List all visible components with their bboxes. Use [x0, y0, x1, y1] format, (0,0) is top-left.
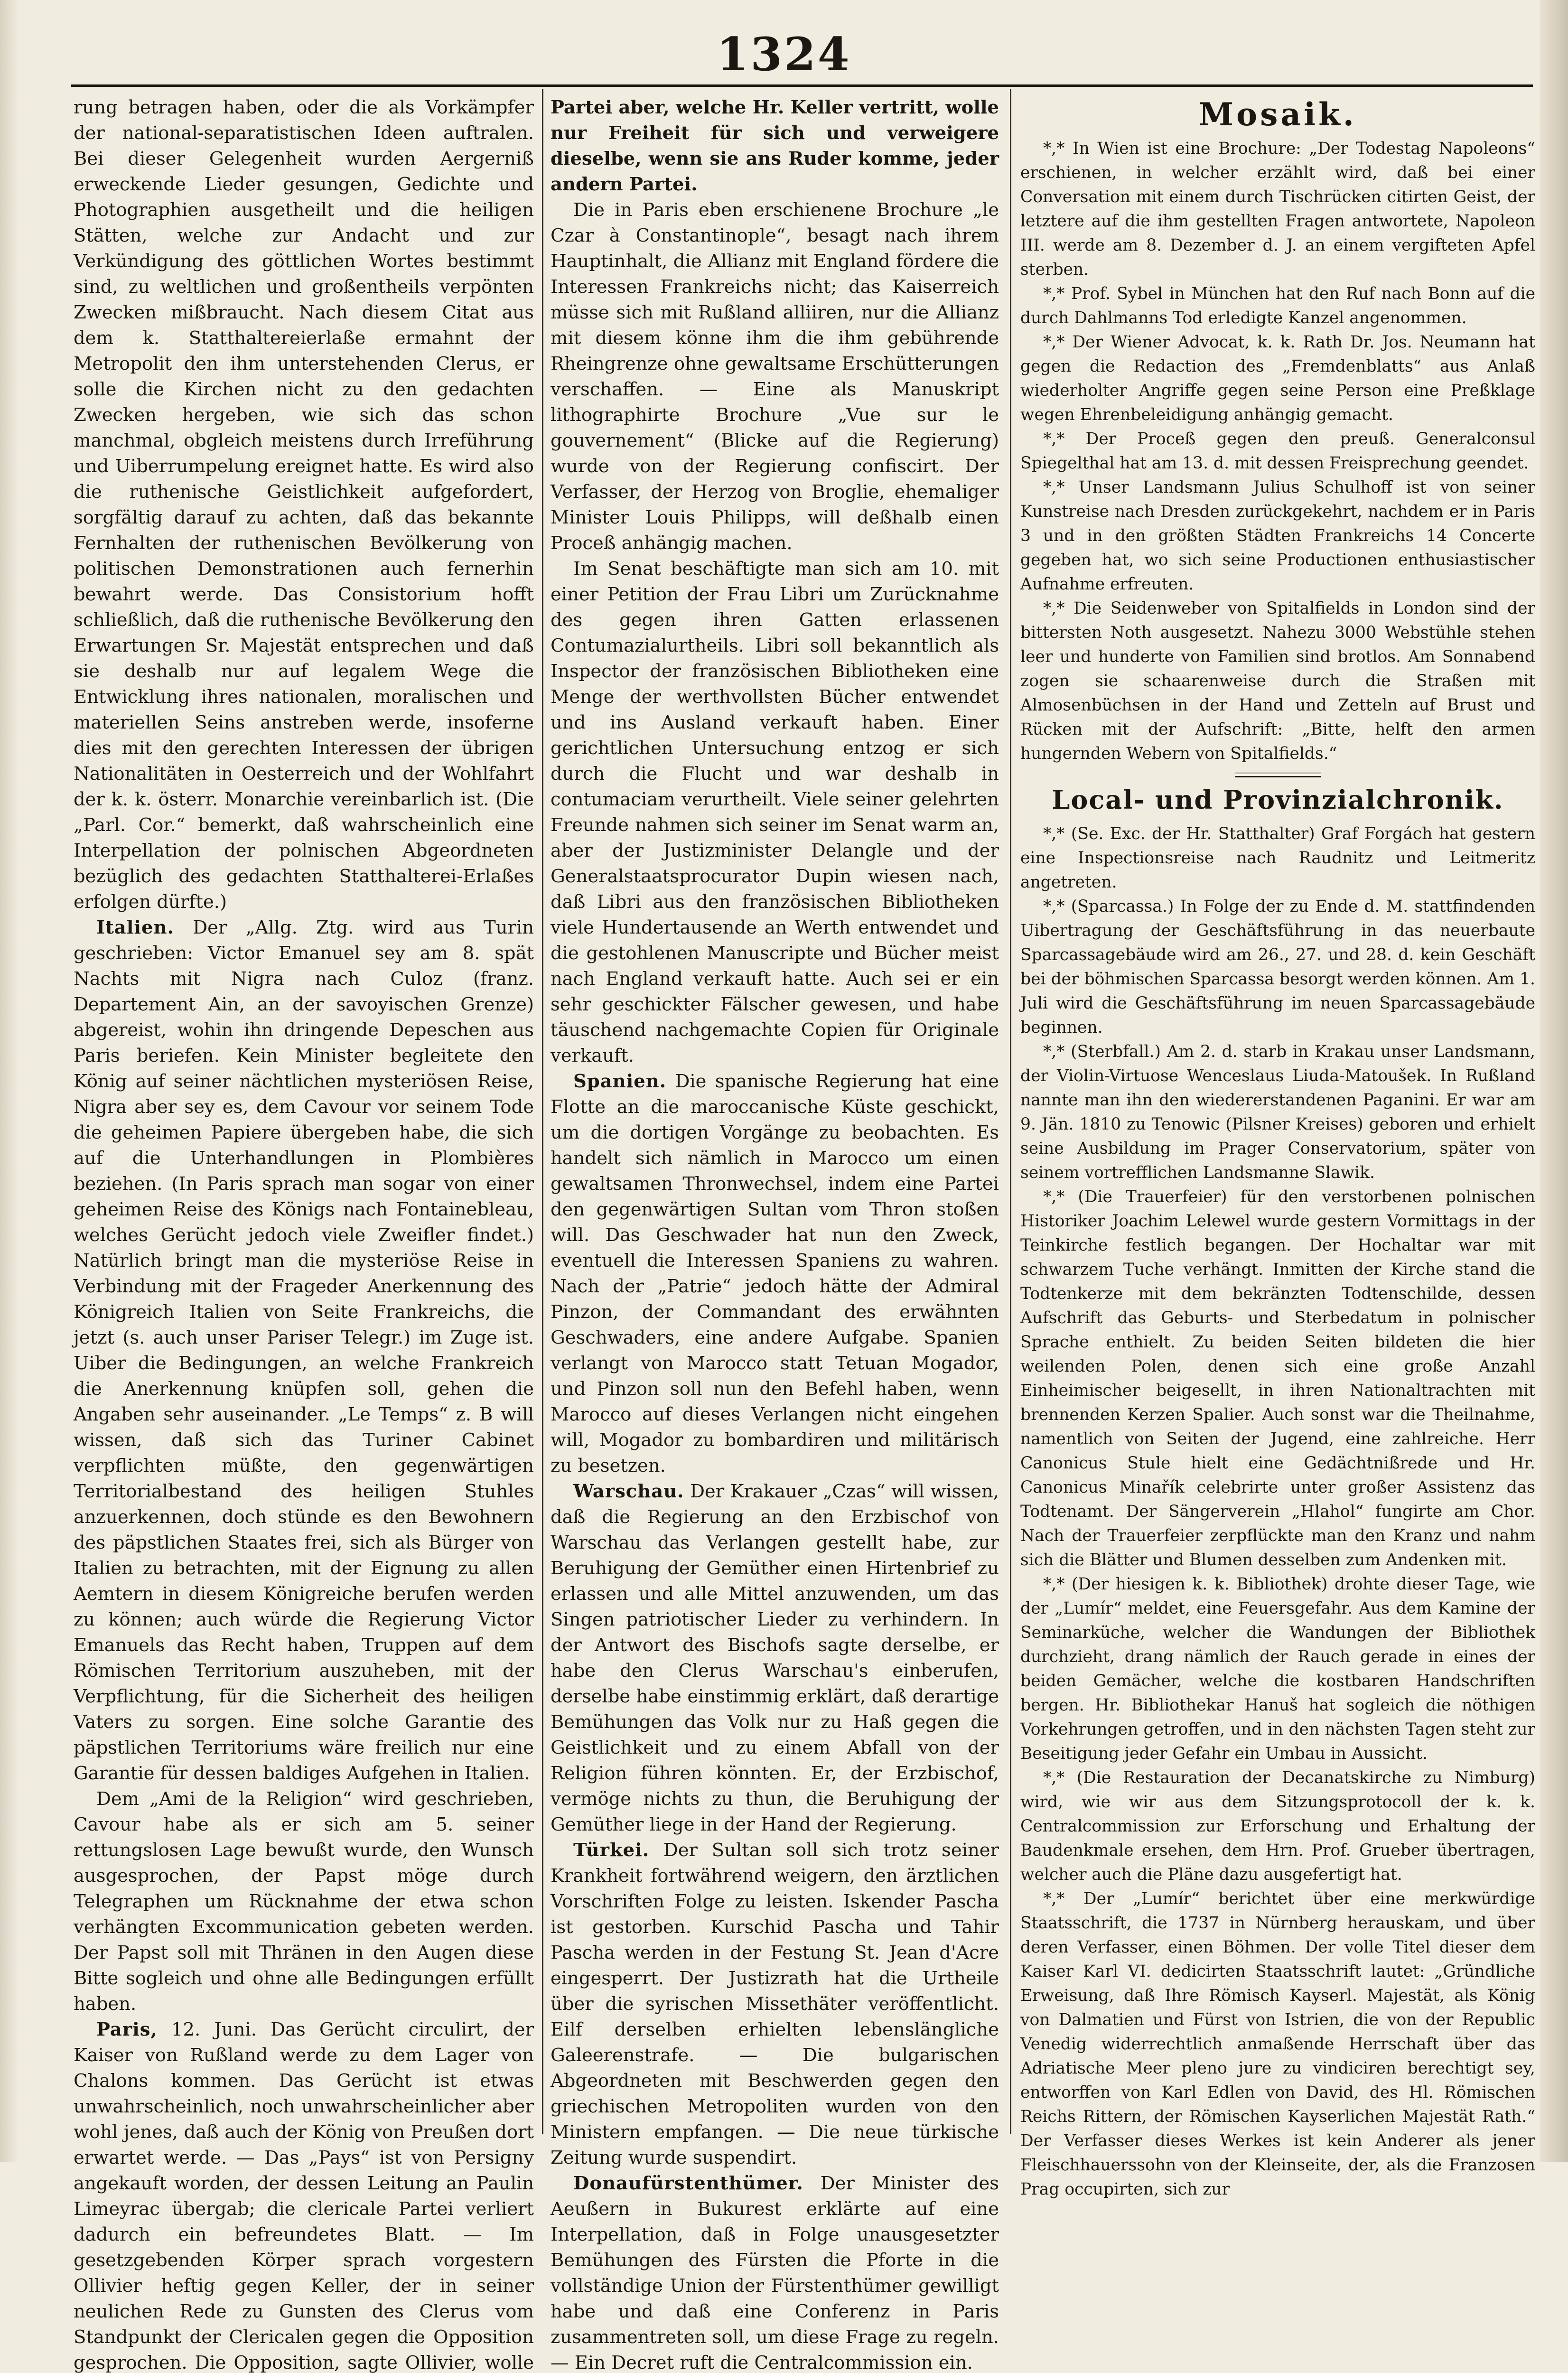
article-donau — [551, 2171, 999, 2373]
page-number: 1324 — [717, 28, 851, 81]
header-rule — [71, 84, 1533, 87]
local-item: *,* (Die Trauerfeier) für den verstorbenen polnischen Historiker Joachim Lelewel wurde gestern Vormittags in der Teinkirche festlich begangen. Der Hochaltar war mit schwarzem Tuche verhängt. Inmitten der Kirche stand die Todtenkerze mit dem bekränzten Todtenschilde, dessen Aufschrift das Geburts- und Sterbedatum in polnischer Sprache enthielt. Zu beiden Seiten bildeten die hier weilenden Polen, denen sich eine große Anzahl Einheimischer beigesellt, in ihren Nationaltrachten mit brennenden Kerzen Spalier. Auch sonst war die Theilnahme, namentlich von Seiten der Jugend, eine zahlreiche. Herr Canonicus Stule hielt eine Gedächtnißrede und Hr. Canonicus Minařík celebrirte unter großer Assistenz das Todtenamt. Der Sängerverein „Hlahol“ fungirte am Chor. Nach der Trauerfeier zerpflückte man den Kranz und nahm sich die Blätter und Blumen desselben zum Andenken mit. — [1020, 1187, 1535, 1570]
mosaik-item: *,* Der Wiener Advocat, k. k. Rath Dr. Jos. Neumann hat gegen die Redaction des „Fremdenblatts“ aus Anlaß wiederholter Angriffe gegen seine Person eine Preßklage wegen Ehrenbeleidigung anhängig gemacht. — [1020, 333, 1535, 424]
column-1 — [74, 95, 534, 2373]
column-2 — [551, 95, 999, 2373]
article-warschau — [551, 1479, 999, 1838]
article-paragraph: rung betragen haben, oder die als Vorkämpfer der national-separatistischen Ideen auftralen. Bei dieser Gelegenheit wurden Aergerniß erweckende Lieder gesungen, Gedichte und Photographien ausgetheilt und die heiligen Stätten, welche zur Andacht und zur Verkündigung des göttlichen Wortes bestimmt sind, zu weltlichen und großentheils verpönten Zwecken mißbraucht. Nach diesem Citat aus dem k. Statthaltereierlaße ermahnt der Metropolit den ihm unterstehenden Clerus, er solle die Kirchen nicht zu den gedachten Zwecken hergeben, wie sich das schon manchmal, obgleich meistens durch Irreführung und Uiberrumpelung ereignet hatte. Es wird also die ruthenische Geistlichkeit aufgefordert, sorgfältig darauf zu achten, daß das bekannte Fernhalten der ruthenischen Bevölkerung von politischen Demonstrationen auch fernerhin bewahrt werde. Das Consistorium hofft schließlich, daß die ruthenische Bevölkerung den Erwartungen Sr. Majestät entsprechen und daß sie deshalb nur auf legalem Wege die Entwicklung ihres nationalen, moralischen und materiellen Seins anstreben werde, insoferne dies mit den gerechten Interessen der übrigen Nationalitäten in Oesterreich und der Wohlfahrt der k. k. österr. Monarchie vereinbarlich ist. (Die „Parl. Cor.“ bemerkt, daß wahrscheinlich eine Interpellation der polnischen Abgeordneten bezüglich des gedachten Statthalterei-Erlaßes erfolgen dürfte.) — [74, 97, 534, 913]
page-left-shadow — [0, 0, 19, 2162]
dateline-paris: Paris, — [96, 2019, 158, 2040]
article-spanien — [551, 1069, 999, 1479]
mosaik-item: *,* Unser Landsmann Julius Schulhoff ist von seiner Kunstreise nach Dresden zurückgekehrt, nachdem er in Paris 3 und in den größten Städten Frankreichs 14 Concerte gegeben hat, wo sich seine Productionen enthusiastischer Aufnahme erfreuten. — [1020, 478, 1535, 594]
mosaik-item: *,* Die Seidenweber von Spitalfields in London sind der bittersten Noth ausgesetzt. Nahezu 3000 Webstühle stehen leer und hunderte von Familien sind brotlos. Am Sonnabend zogen sie schaarenweise durch die Straßen mit Almosenbüchsen in der Hand und Zetteln auf Brust und Rücken mit der Aufschrift: „Bitte, helft den armen hungernden Webern von Spitalfields.“ — [1020, 599, 1535, 763]
section-rule — [1235, 773, 1321, 777]
section-title-local: Local- und Provinzialchronik. — [1052, 785, 1504, 815]
article-donau-text: Der Minister des Aeußern in Bukurest erklärte auf eine Interpellation, daß in Folge unausgesetzter Bemühungen des Fürsten die Pforte in die vollständige Union der Fürstenthümer gewilligt habe und daß eine Conferenz in Paris zusammentreten soll, um diese Frage zu regeln. — Ein Decret ruft die Centralcommission ein. — [551, 2173, 999, 2373]
article-tuerkei-text: Der Sultan soll sich trotz seiner Krankheit fortwährend weigern, den ärztlichen Vorschriften Folge zu leisten. Iskender Pascha ist gestorben. Kurschid Pascha und Tahir Pascha werden in der Festung St. Jean d'Acre eingesperrt. Der Justizrath hat die Urtheile über die syrischen Missethäter veröffentlicht. Eilf derselben erhielten lebenslängliche Galeerenstrafe. — Die bulgarischen Abgeordneten mit Beschwerden gegen den griechischen Metropoliten wurden von den Ministern empfangen. — Die neue türkische Zeitung wurde suspendirt. — [551, 1840, 999, 2168]
column-divider-1 — [542, 89, 543, 2134]
article-paragraph: Die in Paris eben erschienene Brochure „le Czar à Constantinople“, besagt nach ihrem Hauptinhalt, die Allianz mit England fördere die Interessen Frankreichs nicht; das Kaiserreich müsse sich mit Rußland alliiren, nur die Allianz mit diesem könne ihm die ihm gebührende Rheingrenze ohne gewaltsame Erschütterungen verschaffen. — Eine als Manuskript lithographirte Brochure „Vue sur le gouvernement“ (Blicke auf die Regierung) wurde von der Regierung confiscirt. Der Verfasser, der Herzog von Broglie, ehemaliger Minister Louis Philipps, will deßhalb einen Proceß anhängig machen. — [551, 199, 999, 554]
dateline-donau: Donaufürstenthümer. — [573, 2173, 803, 2194]
page-edge-strip — [1540, 0, 1568, 2162]
section-title-mosaik: Mosaik. — [1199, 96, 1357, 133]
article-paragraph: Dem „Ami de la Religion“ wird geschrieben, Cavour habe als er sich am 5. seiner rettungslosen Lage bewußt wurde, den Wunsch ausgesprochen, der Papst möge durch Telegraphen um Rücknahme der etwa schon verhängten Excommunication gebeten werden. Der Papst soll mit Thränen in den Augen diese Bitte sogleich und ohne alle Bedingungen erfüllt haben. — [74, 1788, 534, 2015]
dateline-tuerkei: Türkei. — [573, 1840, 650, 1861]
local-item: *,* Der „Lumír“ berichtet über eine merkwürdige Staatsschrift, die 1737 in Nürnberg herauskam, und über deren Verfasser, einen Böhmen. Der volle Titel dieser dem Kaiser Karl VI. dedicirten Staatsschrift lautet: „Gründliche Erweisung, daß Ihre Römisch Kayserl. Majestät, als König von Dalmatien und Fürst von Istrien, die von der Republic Venedig widerrechtlich anmaßende Herrschaft über das Adriatische Meer pleno jure zu vindiciren berechtigt sey, entworffen von Karl Edlen von David, des Hl. Römischen Reichs Rittern, der Römischen Kayserlichen Majestät Rath.“ Der Verfasser dieses Werkes ist kein Anderer als jener Fleischhauerssohn von der Kleinseite, der, als die Franzosen Prag occupirten, sich zur — [1020, 1889, 1535, 2199]
article-spanien-text: Die spanische Regierung hat eine Flotte an die maroccanische Küste geschickt, um die dortigen Vorgänge zu beobachten. Es handelt sich nämlich in Marocco um einen gewaltsamen Thronwechsel, indem eine Partei den gegenwärtigen Sultan vom Thron stoßen will. Das Geschwader hat nun den Zweck, eventuell die Interessen Spaniens zu wahren. Nach der „Patrie“ jedoch hätte der Admiral Pinzon, der Commandant des erwähnten Geschwaders, eine andere Aufgabe. Spanien verlangt von Marocco statt Tetuan Mogador, und Pinzon soll nun den Befehl haben, wenn Marocco auf dieses Verlangen nicht eingehen will, Mogador zu bombardiren und militärisch zu besetzen. — [551, 1071, 999, 1476]
local-item: *,* (Sparcassa.) In Folge der zu Ende d. M. stattfindenden Uibertragung der Geschäftsführung in das neuerbaute Sparcassagebäude wird am 26., 27. und 28. d. kein Geschäft bei der böhmischen Sparcassa besorgt werden können. Am 1. Juli wird die Geschäftsführung im neuen Sparcassagebäude beginnen. — [1020, 897, 1535, 1037]
article-paragraph: Im Senat beschäftigte man sich am 10. mit einer Petition der Frau Libri um Zurücknahme des gegen ihren Gatten erlassenen Contumazialurtheils. Libri soll bekanntlich als Inspector der französischen Bibliotheken eine Menge der werthvollsten Bücher entwendet und ins Ausland verkauft haben. Einer gerichtlichen Untersuchung entzog er sich durch die Flucht und war deshalb in contumaciam verurtheilt. Viele seiner gelehrten Freunde nahmen sich seiner im Senat warm an, aber der Justizminister Delangle und der Generalstaatsprocurator Dupin wiesen nach, daß Libri aus den französischen Bibliotheken viele Hundertausende an Werth entwendet und die gestohlenen Manuscripte und Bücher meist nach England verkauft hatte. Auch sei er ein sehr geschickter Fälscher gewesen, und habe täuschend nachgemachte Copien für Originale verkauft. — [551, 558, 999, 1066]
mosaik-item: *,* Der Proceß gegen den preuß. Generalconsul Spiegelthal hat am 13. d. mit dessen Freisprechung geendet. — [1020, 430, 1535, 473]
article-warschau-text: Der Krakauer „Czas“ will wissen, daß die Regierung an den Erzbischof von Warschau das Verlangen gestellt habe, zur Beruhigung der Gemüther einen Hirtenbrief zu erlassen und alle Mittel anzuwenden, um das Singen patriotischer Lieder zu verhindern. In der Antwort des Bischofs sagte derselbe, er habe den Clerus Warschau's einberufen, derselbe habe einstimmig erklärt, daß derartige Bemühungen das Volk nur zu Haß gegen die Geistlichkeit und zu einem Abfall von der Religion führen könnten. Er, der Erzbischof, vermöge nichts zu thun, die Beruhigung der Gemüther liege in der Hand der Regierung. — [551, 1481, 999, 1835]
article-continuation: Partei aber, welche Hr. Keller vertritt, wolle nur Freiheit für sich und verweigere dieselbe, wenn sie ans Ruder komme, jeder andern Partei. — [551, 97, 999, 195]
column-3 — [1020, 95, 1535, 2199]
article-italien — [74, 915, 534, 1786]
article-paris — [74, 2017, 534, 2373]
mosaik-item: *,* In Wien ist eine Brochure: „Der Todestag Napoleons“ erschienen, in welcher erzählt wird, daß bei einer Conversation mit einem durch Tischrücken citirten Geist, der letztere auf die ihm gestellten Fragen antwortete, Napoleon III. werde am 8. Dezember d. J. an einem vergifteten Apfel sterben. — [1020, 139, 1535, 279]
mosaik-item: *,* Prof. Sybel in München hat den Ruf nach Bonn auf die durch Dahlmanns Tod erledigte Kanzel angenommen. — [1020, 284, 1535, 327]
local-item: *,* (Sterbfall.) Am 2. d. starb in Krakau unser Landsmann, der Violin-Virtuose Wenceslaus Liuda-Matoušek. In Rußland nannte man ihn den wiedererstandenen Paganini. Er war am 9. Jän. 1810 zu Tenowic (Pilsner Kreises) geboren und erhielt seine Ausbildung im Prager Conservatorium, später von seinem vortrefflichen Landsmanne Slawik. — [1020, 1042, 1535, 1182]
local-item: *,* (Se. Exc. der Hr. Statthalter) Graf Forgách hat gestern eine Inspectionsreise nach Raudnitz und Leitmeritz angetreten. — [1020, 824, 1535, 892]
dateline-spanien: Spanien. — [573, 1071, 667, 1092]
local-item: *,* (Die Restauration der Decanatskirche zu Nimburg) wird, wie wir aus dem Sitzungsprotocoll der k. k. Centralcommission zur Erforschung und Erhaltung der Baudenkmale ersehen, dem Hrn. Prof. Grueber übertragen, welcher auch die Pläne dazu ausgefertigt hat. — [1020, 1768, 1535, 1884]
dateline-italien: Italien. — [96, 917, 174, 938]
article-tuerkei — [551, 1838, 999, 2171]
dateline-warschau: Warschau. — [573, 1481, 684, 1502]
local-item: *,* (Der hiesigen k. k. Bibliothek) drohte dieser Tage, wie der „Lumír“ meldet, eine Feuersgefahr. Aus dem Kamine der Seminarküche, welcher die Wandungen der Bibliothek durchzieht, drang nämlich der Rauch gerade in eines der beiden Gemächer, welche die kostbaren Handschriften bergen. Hr. Bibliothekar Hanuš hat sogleich die nöthigen Vorkehrungen getroffen, und in den nächsten Tagen steht zur Beseitigung jeder Gefahr ein Umbau in Aussicht. — [1020, 1575, 1535, 1763]
article-paris-text: 12. Juni. Das Gerücht circulirt, der Kaiser von Rußland werde zu dem Lager von Chalons kommen. Das Gerücht ist etwas unwahrscheinlich, noch unwahrscheinlicher aber wohl jenes, daß auch der König von Preußen dort erwartet werde. — Das „Pays“ ist von Persigny angekauft worden, der dessen Leitung an Paulin Limeyrac übergab; die clericale Partei verliert dadurch ein befreundetes Blatt. — Im gesetzgebenden Körper sprach vorgestern Ollivier heftig gegen Keller, der in seiner neulichen Rede zu Gunsten des Clerus vom Standpunkt der Clericalen gegen die Opposition gesprochen. Die Opposition, sagte Ollivier, wolle — [74, 2019, 534, 2373]
column-divider-2 — [1010, 89, 1011, 2134]
article-italien-text: Der „Allg. Ztg. wird aus Turin geschrieben: Victor Emanuel sey am 8. spät Nachts mit Nigra nach Culoz (franz. Departement Ain, an der savoyischen Grenze) abgereist, wohin ihn dringende Depeschen aus Paris beriefen. Kein Minister begleitete den König auf seiner nächtlichen mysteriösen Reise, Nigra aber sey es, dem Cavour vor seinem Tode die geheimen Papiere übergeben habe, die sich auf die Unterhandlungen in Plombières beziehen. (In Paris sprach man sogar von einer geheimen Reise des Königs nach Fontainebleau, welches Gerücht jedoch viele Zweifler findet.) Natürlich bringt man die mysteriöse Reise in Verbindung mit der Frageder Anerkennung des Königreich Italien von Seite Frankreichs, die jetzt (s. auch unser Pariser Telegr.) im Zuge ist. Uiber die Bedingungen, an welche Frankreich die Anerkennung knüpfen soll, gehen die Angaben sehr auseinander. „Le Temps“ z. B will wissen, daß sich das Turiner Cabinet verpflichten müßte, den gegenwärtigen Territorialbestand des heiligen Stuhles anzuerkennen, doch stünde es den Bewohnern des päpstlichen Staates frei, sich als Bürger von Italien zu betrachten, mit der Eignung zu allen Aemtern in diesem Königreiche berufen werden zu können; auch würde die Regierung Victor Emanuels das Recht haben, Truppen auf dem Römischen Territorium auszuheben, mit der Verpflichtung, für die Sicherheit des heiligen Vaters zu sorgen. Eine solche Garantie des päpstlichen Territoriums wäre freilich nur eine Garantie für dessen baldiges Aufgehen in Italien. — [74, 917, 534, 1784]
